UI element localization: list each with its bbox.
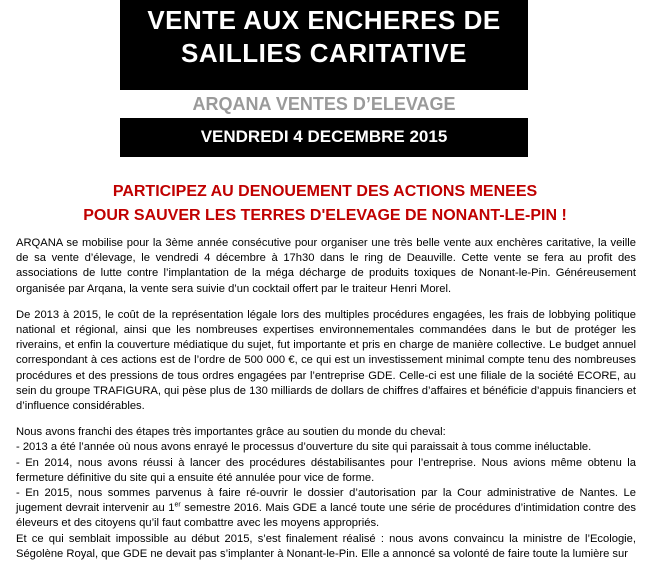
title-line-1: VENTE AUX ENCHERES DE — [147, 5, 501, 35]
header-banner — [120, 0, 528, 157]
milestone-2015 — [16, 486, 636, 532]
headline-line-2: POUR SAUVER LES TERRES D'ELEVAGE DE NONANT-LE-PIN ! — [83, 207, 567, 224]
ordinal-suffix: er — [174, 501, 181, 509]
milestone-2013: - 2013 a été l’année où nous avons enrayé le processus d’ouverture du site qui paraissait à tous comme inéluctable. — [16, 441, 592, 454]
event-date: VENDREDI 4 DECEMBRE 2015 — [200, 127, 448, 146]
body-text — [16, 236, 636, 562]
paragraph-budget: De 2013 à 2015, le coût de la représentation légale lors des multiples procédures engagées, les frais de lobbying politique national et régional, ainsi que les nombreuses expertises environnementales commandées dans le but de protéger les riverains, et enfin la couverture médiatique du sujet, fut importante et pris en charge de manière collective. Le budget annuel correspondant à ces actions est de l’ordre de 500 000 €, ce qui est un investissement minimal compte tenu des nombreuses procédures et des pressions de tous ordres engagées par l’entreprise GDE. Celle-ci est une filiale de la société ECORE, au sein du groupe TRAFIGURA, qui pèse plus de 130 milliards de dollars de chiffres d’affaires et bénéficie d’appuis financiers et d’influence considérables. — [16, 308, 636, 413]
paragraph-milestones — [16, 425, 636, 562]
milestone-2015-part-1: - En 2015, nous sommes parvenus à faire ré-ouvrir le dossier d’autorisation par la Cour administrative de Nantes. Le jugement devrait intervenir au 1 — [16, 487, 636, 515]
milestone-2014: - En 2014, nous avons réussi à lancer des procédures déstabilisantes pour l’entreprise. Nous avions même obtenu la fermeture définitive du site qui a ensuite été annulée pour vice de forme. — [16, 456, 636, 484]
organizer-subtitle: ARQANA VENTES D’ELEVAGE — [120, 90, 528, 118]
headline — [0, 180, 650, 228]
headline-line-1: PARTICIPEZ AU DENOUEMENT DES ACTIONS MENEES — [112, 183, 538, 200]
paragraph-intro: ARQANA se mobilise pour la 3ème année consécutive pour organiser une très belle vente aux enchères caritative, la veille de sa vente d’élevage, le vendredi 4 décembre à 17h30 dans le ring de Deauville. Cette vente se fera au profit des associations de lutte contre l’implantation de la méga décharge de produits toxiques de Nonant-le-Pin. Généreusement organisée par Arqana, la vente sera suivie d’un cocktail offert par le traiteur Henri Morel. — [16, 237, 636, 295]
title-line-2: SAILLIES CARITATIVE — [181, 38, 467, 68]
milestone-2015-part-2: semestre 2016. Mais GDE a lancé toute une série de procédures d’intimidation contre des éleveurs et des citoyens qu’il faut combattre avec les moyens appropriés. — [16, 502, 636, 530]
page-title — [120, 4, 528, 70]
milestones-intro: Nous avons franchi des étapes très importantes grâce au soutien du monde du cheval: — [16, 426, 446, 439]
milestone-conclusion: Et ce qui semblait impossible au début 2015, s’est finalement réalisé : nous avons convaincu la ministre de l’Ecologie, Ségolène Royal, que GDE ne devait pas s’implanter à Nonant-le-Pin. Elle a annoncé sa volonté de faire toute la lumière sur — [16, 532, 636, 560]
